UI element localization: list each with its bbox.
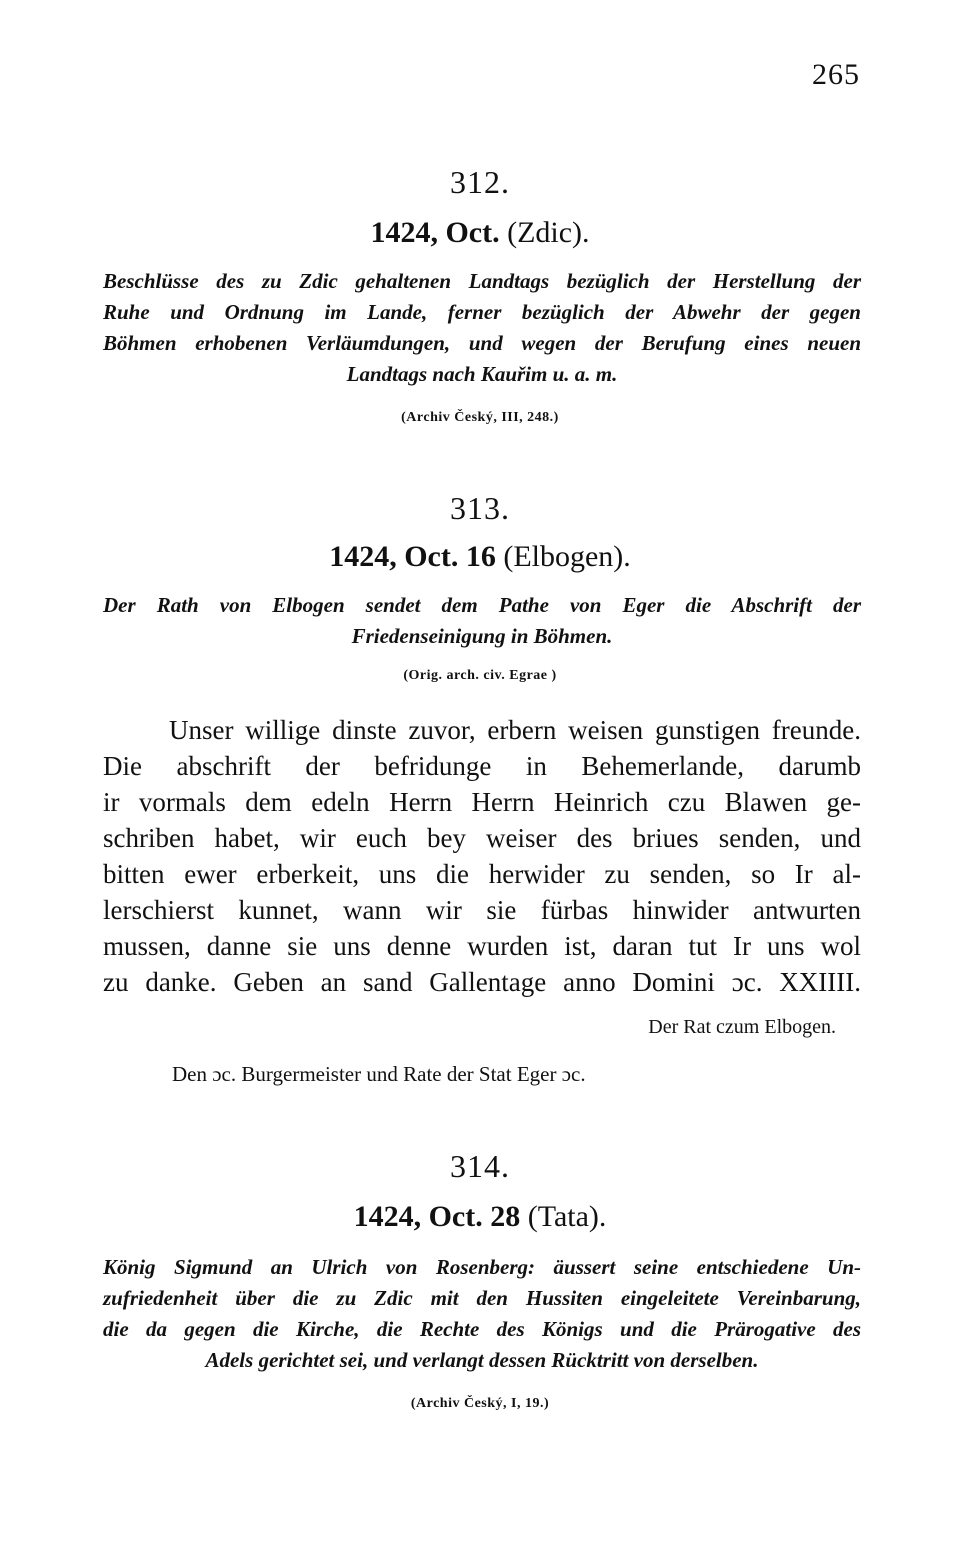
page-number: 265 <box>812 58 860 91</box>
body-line: lerschierst kunnet, wann wir sie fürbas hinwider antwurten <box>103 895 861 925</box>
summary-line: die da gegen die Kirche, die Rechte des Königs und die Prärogative des <box>103 1317 861 1341</box>
date-place: (Tata). <box>520 1200 607 1233</box>
summary-line: Beschlüsse des zu Zdic gehaltenen Landtags bezüglich der Herstellung der <box>103 269 861 293</box>
summary-line: Friedenseinigung in Böhmen. <box>351 624 613 648</box>
body-line: ir vormals dem edeln Herrn Herrn Heinrich czu Blawen ge- <box>103 787 861 817</box>
summary-314 <box>103 1252 861 1376</box>
summary-312 <box>103 266 861 390</box>
summary-313 <box>103 590 861 652</box>
document-date-314 <box>0 1200 960 1234</box>
document-date-312 <box>0 216 960 250</box>
date-bold: 1424, Oct. 16 <box>329 540 496 573</box>
summary-line: zufriedenheit über die zu Zdic mit den Hussiten eingeleitete Vereinbarung, <box>103 1286 861 1310</box>
document-number-312: 312. <box>450 164 510 200</box>
source-citation-313: (Orig. arch. civ. Egrae ) <box>403 668 557 683</box>
body-line: Unser willige dinste zuvor, erbern weisen gunstigen freunde. <box>169 715 861 745</box>
address-313: Den ɔc. Burgermeister und Rate der Stat Eger ɔc. <box>172 1062 586 1086</box>
summary-line: Ruhe und Ordnung im Lande, ferner bezüglich der Abwehr der gegen <box>103 300 861 324</box>
summary-line: Adels gerichtet sei, und verlangt dessen Rücktritt von derselben. <box>205 1348 759 1372</box>
body-line: mussen, danne sie uns denne wurden ist, daran tut Ir uns wol <box>103 931 861 961</box>
document-number-314: 314. <box>450 1148 510 1184</box>
letter-body-313 <box>103 712 861 1000</box>
date-place: (Elbogen). <box>495 540 631 573</box>
body-line: schriben habet, wir euch bey weiser des briues senden, und <box>103 823 861 853</box>
date-place: (Zdic). <box>499 216 590 249</box>
body-line: Die abschrift der befridunge in Behemerlande, darumb <box>103 751 861 781</box>
source-citation-314: (Archiv Český, I, 19.) <box>410 1396 550 1411</box>
source-citation-312: (Archiv Český, III, 248.) <box>401 410 559 425</box>
body-line: bitten ewer erberkeit, uns die herwider zu senden, so Ir al- <box>103 859 861 889</box>
document-date-313 <box>0 540 960 574</box>
signature-313: Der Rat czum Elbogen. <box>648 1016 836 1038</box>
summary-line: Böhmen erhobenen Verläumdungen, und wegen der Berufung eines neuen <box>103 331 861 355</box>
body-line: zu danke. Geben an sand Gallentage anno Domini ɔc. XXIIII. <box>103 967 861 997</box>
summary-line: Landtags nach Kauřim u. a. m. <box>346 362 618 386</box>
summary-line: Der Rath von Elbogen sendet dem Pathe von Eger die Abschrift der <box>103 593 861 617</box>
document-number-313: 313. <box>450 490 510 526</box>
summary-line: König Sigmund an Ulrich von Rosenberg: äussert seine entschiedene Un- <box>103 1255 861 1279</box>
date-bold: 1424, Oct. <box>370 216 500 249</box>
date-bold: 1424, Oct. 28 <box>353 1200 521 1233</box>
